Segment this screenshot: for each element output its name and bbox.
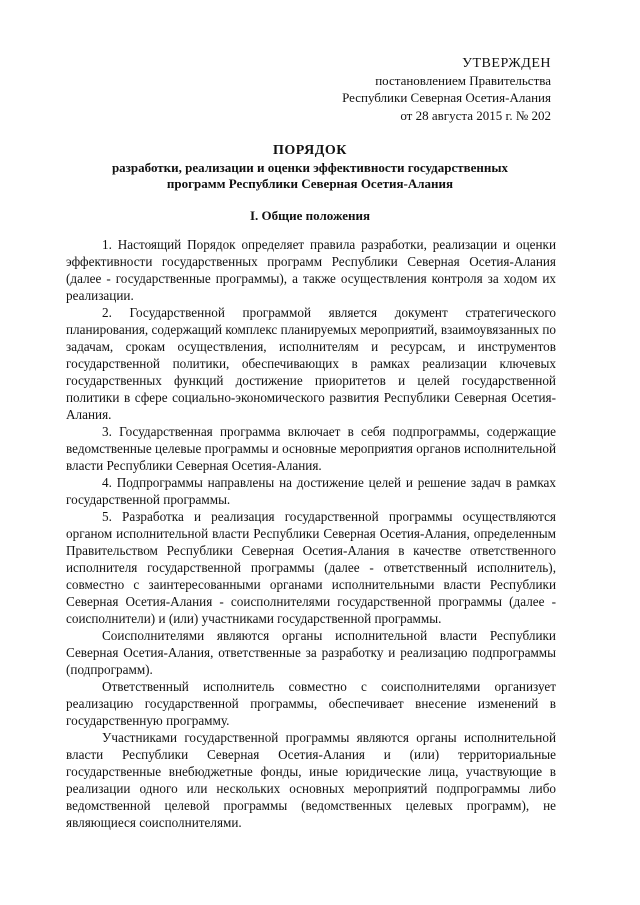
approval-stamp <box>342 55 551 124</box>
paragraph-4: 4. Подпрограммы направлены на достижение целей и решение задач в рамках государственной программы. <box>66 475 556 507</box>
approval-heading: УТВЕРЖДЕН <box>462 56 551 71</box>
paragraph-1: 1. Настоящий Порядок определяет правила разработки, реализации и оценки эффективности государственных программ Республики Северная Осетия-Алания (далее - государственные программы), а также осуществления контроля за ходом их реализации. <box>66 237 556 303</box>
document-body <box>66 236 556 831</box>
paragraph-3: 3. Государственная программа включает в себя подпрограммы, содержащие ведомственные целевые программы и основные мероприятия органов исполнительной власти Республики Северная Осетия-Алания. <box>66 424 556 473</box>
paragraph-5: 5. Разработка и реализация государственной программы осуществляются органом исполнительной власти Республики Северная Осетия-Алания, определенным Правительством Республики Северная Осетия-Алания в качестве ответственного исполнителя государственной программы (далее - ответственный исполнитель), совместно с заинтересованными органами исполнительными власти Республики Северная Осетия-Алания - соисполнителями государственной программы (далее - соисполнители) и (или) участниками государственной программы. <box>66 509 556 626</box>
paragraph-8: Участниками государственной программы являются органы исполнительной власти Республики Северная Осетия-Алания и (или) территориальные государственные внебюджетные фонды, иные юридические лица, участвующие в реализации одного или нескольких основных мероприятий подпрограммы либо ведомственной целевой программы (ведомственных целевых программ), не являющиеся соисполнителями. <box>66 730 556 830</box>
paragraph-6: Соисполнителями являются органы исполнительной власти Республики Северная Осетия-Алания, ответственные за разработку и реализацию подпрограммы (подпрограмм). <box>66 628 556 677</box>
paragraph-2: 2. Государственной программой является документ стратегического планирования, содержащий комплекс планируемых мероприятий, взаимоувязанных по задачам, срокам осуществления, исполнителям и ресурсам, и инструментов государственной политики, обеспечивающих в рамках реализации ключевых государственных функций достижение приоритетов и целей государственной политики в сфере социально-экономического развития Республики Северная Осетия-Алания. <box>66 305 556 422</box>
section-heading: I. Общие положения <box>250 208 370 223</box>
title-sub-line-2: программ Республики Северная Осетия-Алания <box>166 176 454 191</box>
paragraph-7: Ответственный исполнитель совместно с соисполнителями организует реализацию государственной программы, обеспечивает внесение изменений в государственную программу. <box>66 679 556 728</box>
document-title <box>60 143 560 192</box>
approval-line-2: Республики Северная Осетия-Алания <box>342 90 551 105</box>
title-main: ПОРЯДОК <box>273 143 347 158</box>
title-sub-line-1: разработки, реализации и оценки эффективности государственных <box>111 160 509 175</box>
approval-date-line: от 28 августа 2015 г. № 202 <box>400 108 551 123</box>
approval-line-1: постановлением Правительства <box>375 73 551 88</box>
